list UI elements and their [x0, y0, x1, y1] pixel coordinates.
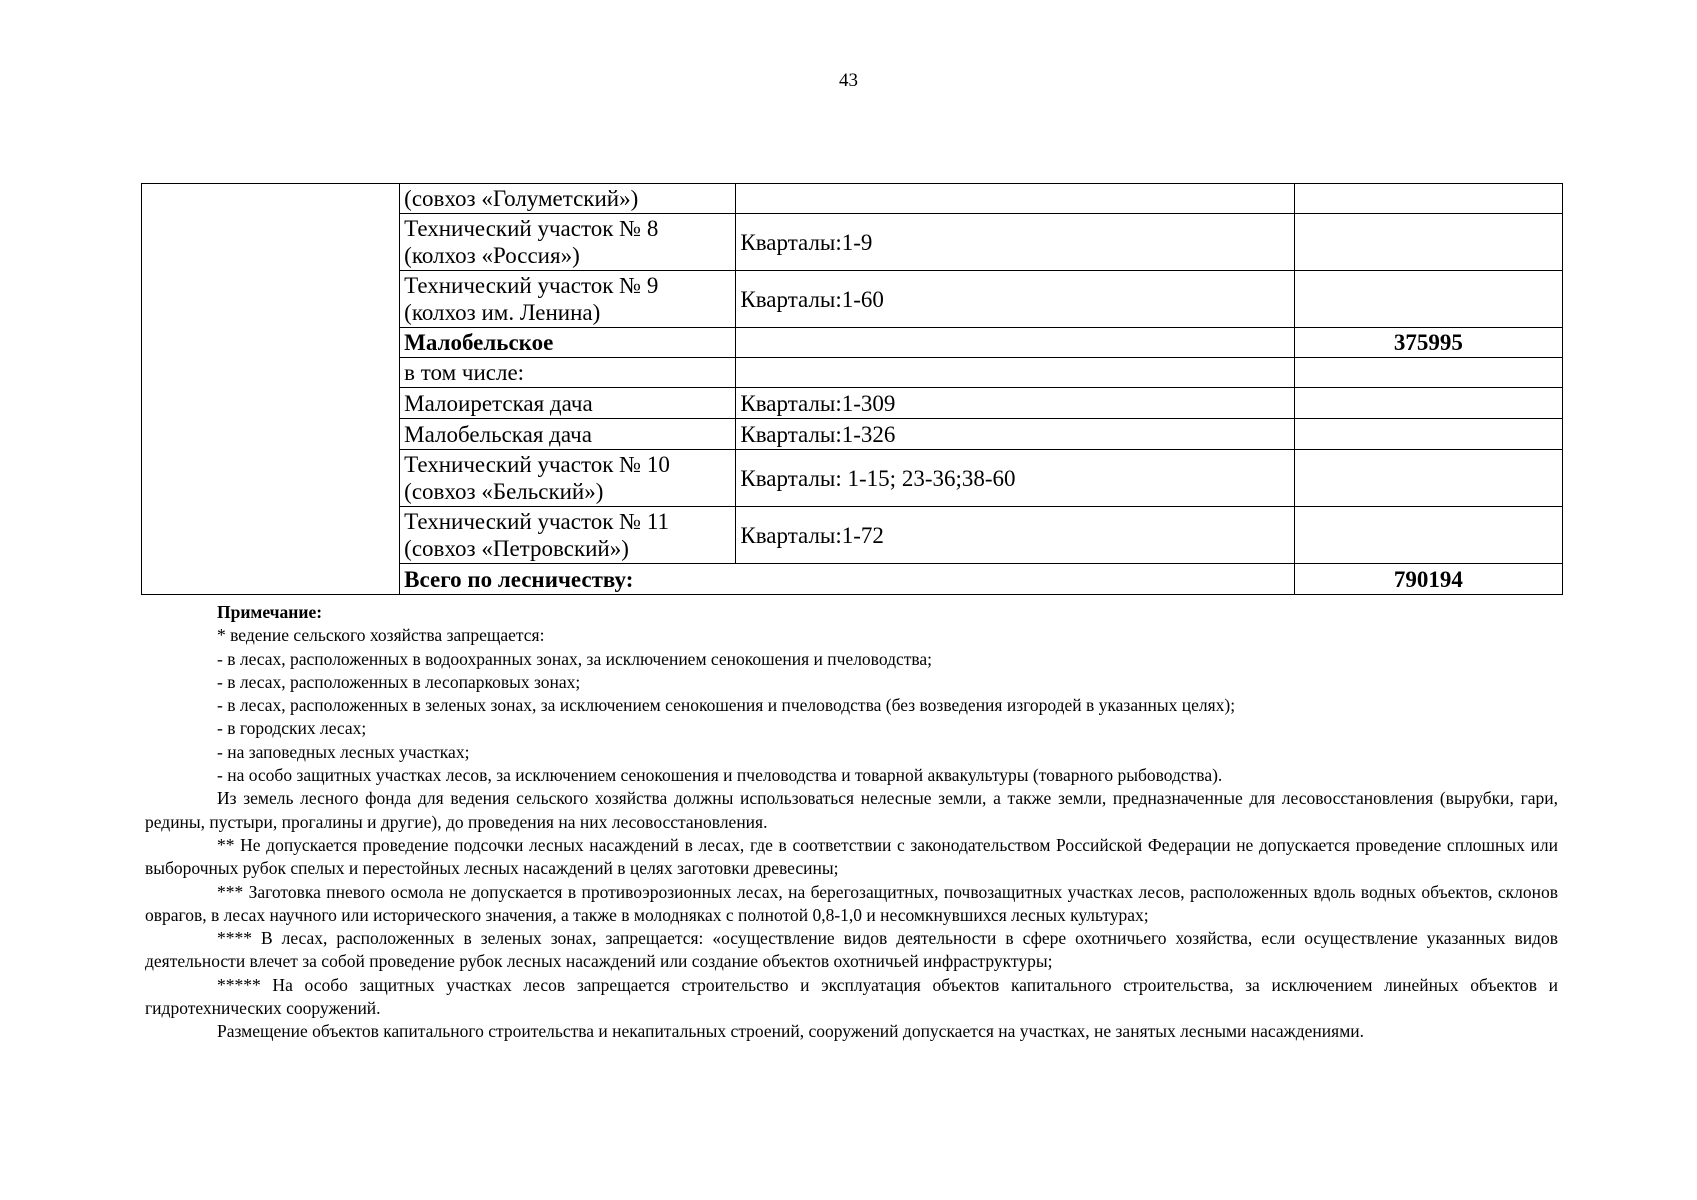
row-area-cell: [1294, 358, 1562, 388]
total-label-cell: Всего по лесничеству:: [400, 564, 1295, 595]
row-name-cell: Технический участок № 11 (совхоз «Петровский»): [400, 507, 736, 564]
row-kvartaly-cell: [736, 358, 1294, 388]
note-star5: ***** На особо защитных участках лесов запрещается строительство и эксплуатация объектов капитального строительства, за исключением линейных объектов и гидротехнических сооружений.: [145, 974, 1558, 1019]
row-kvartaly-cell: Кварталы:1-9: [736, 214, 1294, 271]
note-star4: **** В лесах, расположенных в зеленых зонах, запрещается: «осуществление видов деятельности в сфере охотничьего хозяйства, если осуществление указанных видов деятельности влечет за собой проведение рубок лесных насаждений или создание объектов охотничьей инфраструктуры;: [145, 928, 1558, 972]
row-area-cell: [1294, 271, 1562, 328]
row-area-cell: [1294, 419, 1562, 450]
note-star3: *** Заготовка пневого осмола не допускается в противоэрозионных лесах, на берегозащитных, почвозащитных участках лесов, расположенных вдоль водных объектов, склонов оврагов, в лесах научного или исторического значения, а также в молодняках с полнотой 0,8-1,0 и несомкнувшихся лесных культурах;: [145, 881, 1558, 925]
row-area-cell: [1294, 388, 1562, 419]
note-star2: ** Не допускается проведение подсочки лесных насаждений в лесах, где в соответствии с законодательством Российской Федерации не допускается проведение сплошных или выборочных рубок спелых и перестойных лесных насаждений в целях заготовки древесины;: [145, 834, 1558, 879]
row-kvartaly-cell: Кварталы: 1-15; 23-36;38-60: [736, 450, 1294, 507]
row-kvartaly-cell: [736, 328, 1294, 358]
row-name-cell: (совхоз «Голуметский»): [400, 184, 736, 214]
row-area-cell: [1294, 450, 1562, 507]
row-area-cell: [1294, 184, 1562, 214]
note-item: - на особо защитных участках лесов, за исключением сенокошения и пчеловодства и товарной аквакультуры (товарного рыбоводства).: [217, 765, 1223, 786]
merged-left-cell: [142, 184, 400, 595]
note-item: - в лесах, расположенных в лесопарковых зонах;: [217, 671, 581, 692]
note-item: - в лесах, расположенных в водоохранных зонах, за исключением сенокошения и пчеловодства;: [217, 648, 933, 669]
row-kvartaly-cell: Кварталы:1-309: [736, 388, 1294, 419]
table-row: [142, 184, 1563, 214]
total-value-cell: 790194: [1294, 564, 1562, 595]
row-area-cell: [1294, 214, 1562, 271]
row-name-cell: Малобельское: [400, 328, 736, 358]
notes-heading: Примечание:: [217, 602, 323, 622]
notes-section: [145, 601, 1558, 1044]
row-area-cell: 375995: [1294, 328, 1562, 358]
row-name-cell: Малоиретская дача: [400, 388, 736, 419]
row-area-cell: [1294, 507, 1562, 564]
row-name-cell: в том числе:: [400, 358, 736, 388]
note-lands-paragraph: Из земель лесного фонда для ведения сельского хозяйства должны использоваться нелесные земли, а также земли, предназначенные для лесовосстановления (вырубки, гари, редины, пустыри, прогалины и другие), до проведения на них лесовосстановления.: [145, 788, 1558, 832]
forestry-table: [141, 183, 1563, 595]
row-kvartaly-cell: Кварталы:1-326: [736, 419, 1294, 450]
note-item: - в городских лесах;: [217, 718, 367, 739]
row-name-cell: Технический участок № 10 (совхоз «Бельский»): [400, 450, 736, 507]
note-item: - в лесах, расположенных в зеленых зонах, за исключением сенокошения и пчеловодства (без возведения изгородей в указанных целях);: [217, 695, 1236, 716]
row-name-cell: Технический участок № 8 (колхоз «Россия»): [400, 214, 736, 271]
page-number: 43: [839, 70, 858, 91]
note-star1: * ведение сельского хозяйства запрещается:: [217, 625, 545, 646]
note-placement-paragraph: Размещение объектов капитального строительства и некапитальных строений, сооружений допускается на участках, не занятых лесными насаждениями.: [217, 1021, 1365, 1042]
row-kvartaly-cell: Кварталы:1-60: [736, 271, 1294, 328]
row-name-cell: Технический участок № 9 (колхоз им. Ленина): [400, 271, 736, 328]
row-kvartaly-cell: [736, 184, 1294, 214]
note-item: - на заповедных лесных участках;: [217, 741, 470, 762]
row-name-cell: Малобельская дача: [400, 419, 736, 450]
row-kvartaly-cell: Кварталы:1-72: [736, 507, 1294, 564]
